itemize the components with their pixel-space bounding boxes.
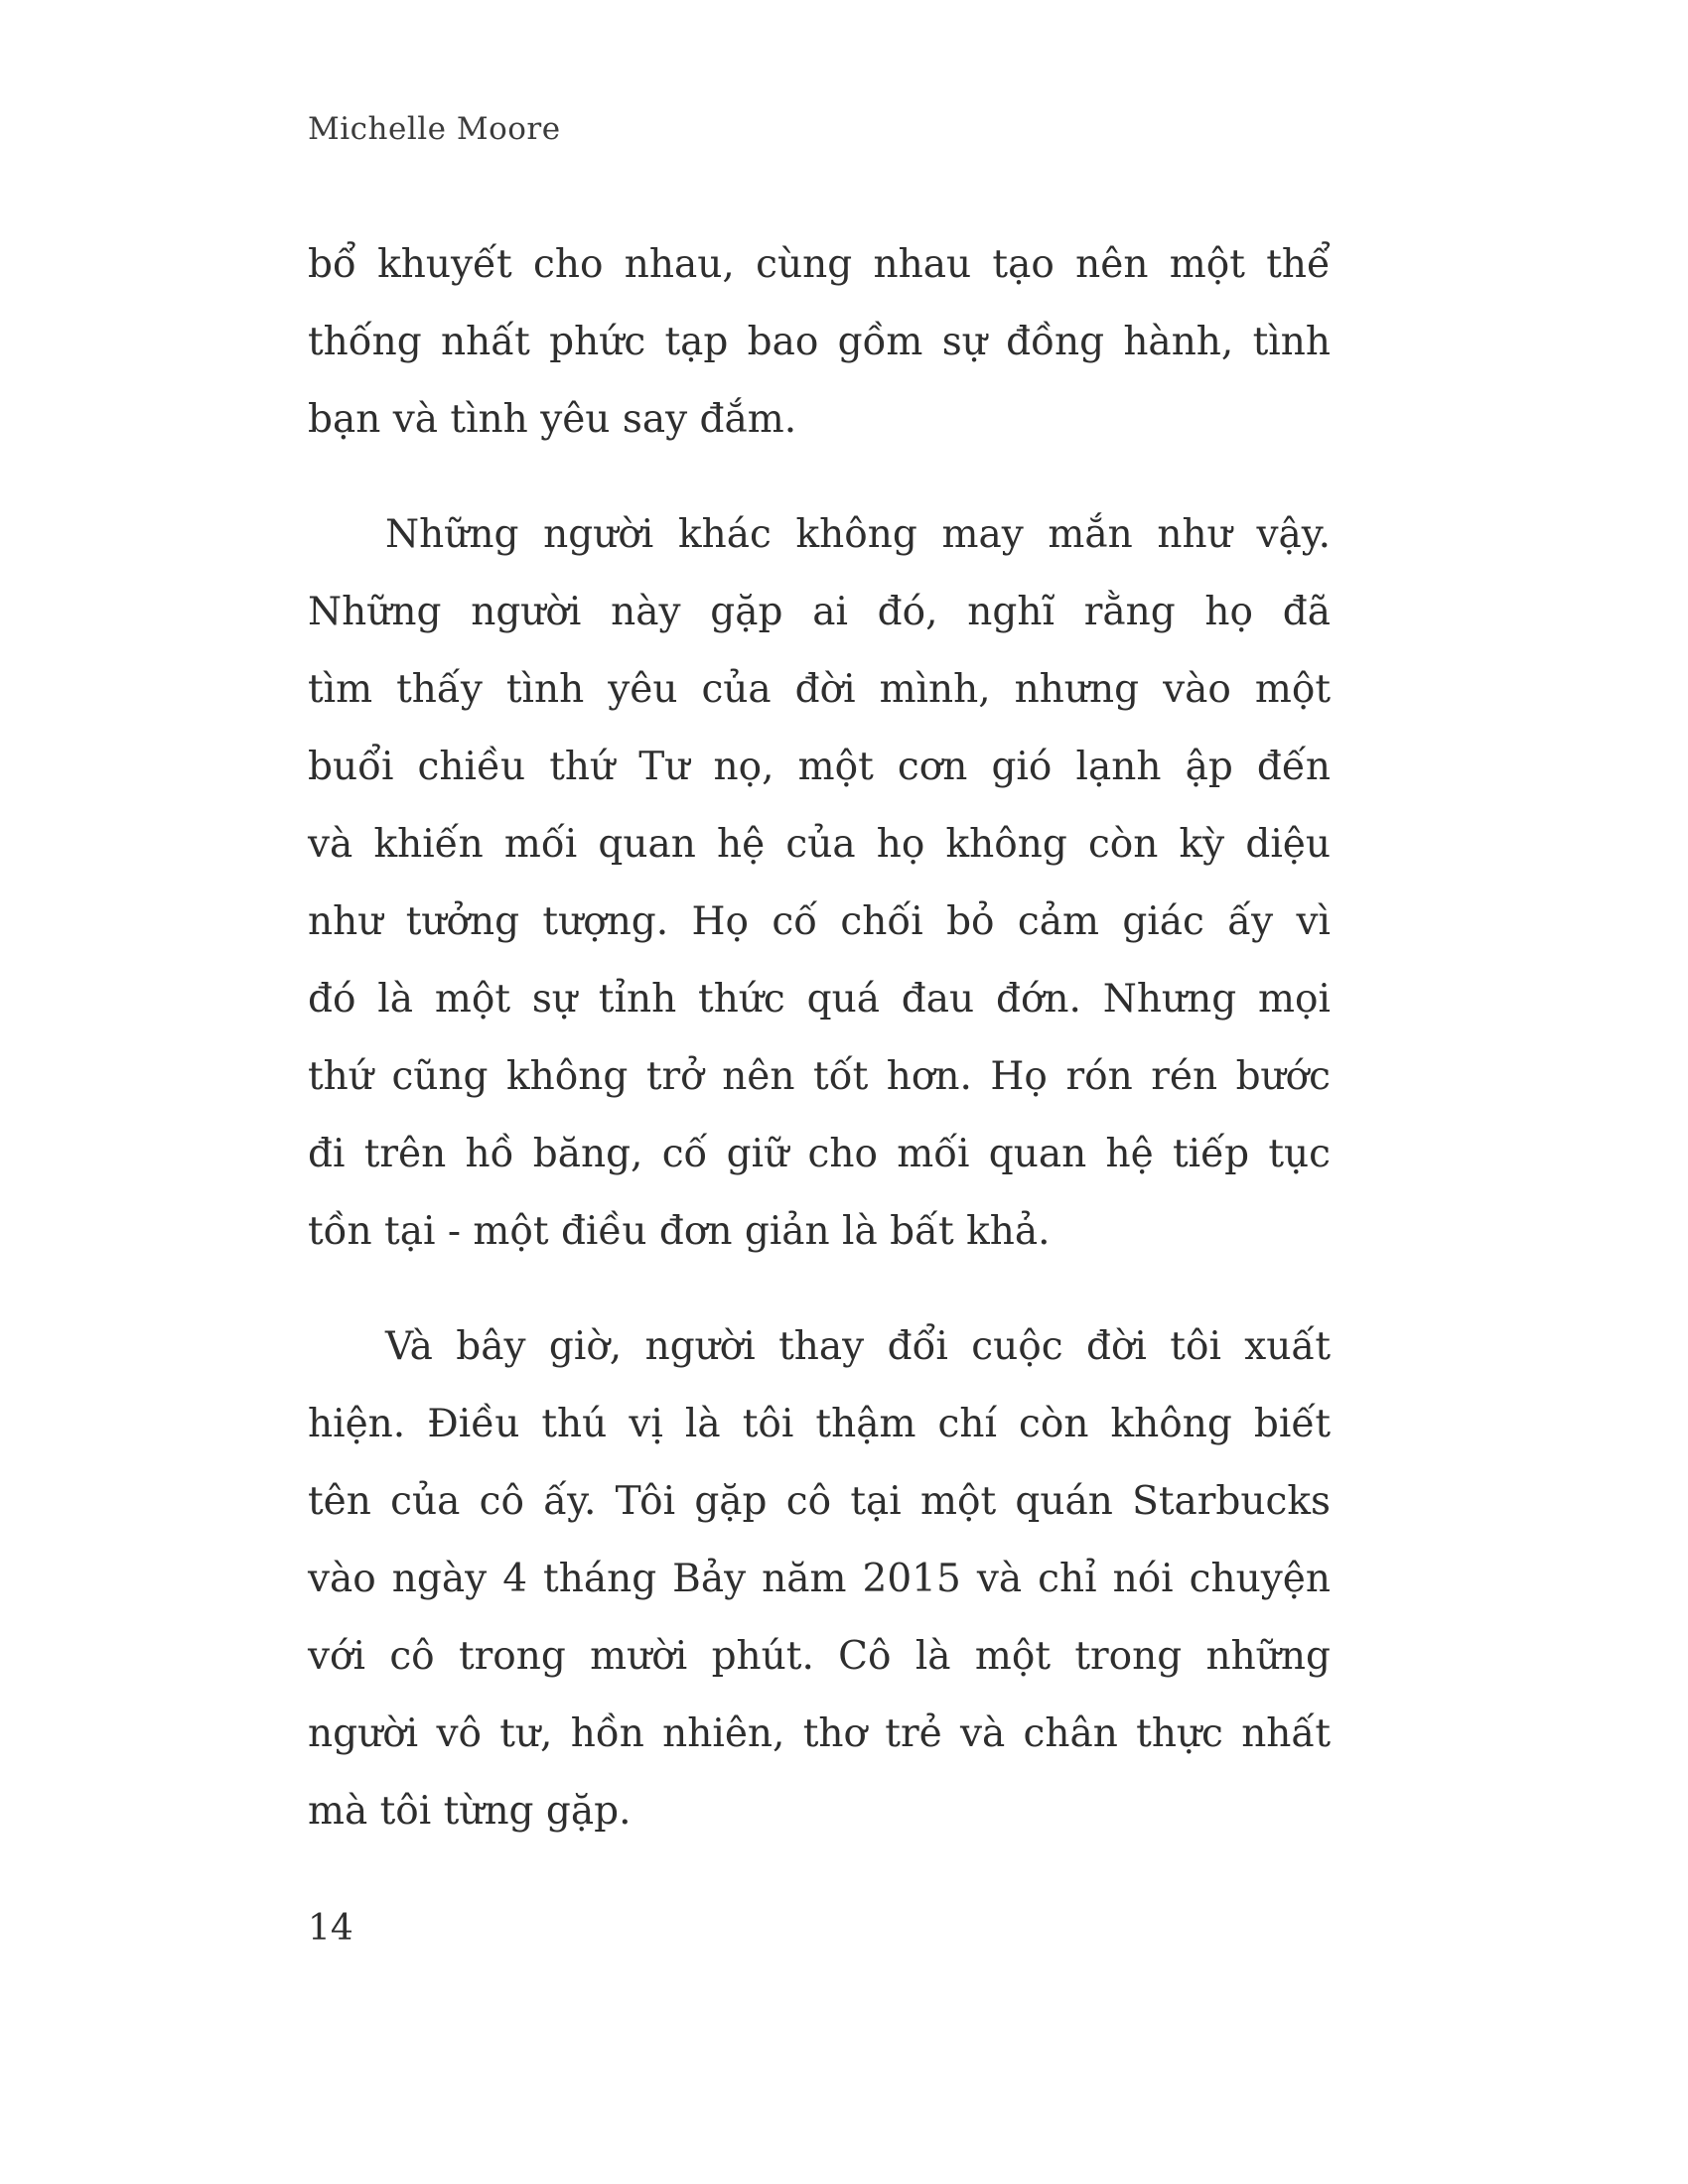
text-line: tên của cô ấy. Tôi gặp cô tại một quán Starbucks xyxy=(308,1479,1331,1524)
text-line: hiện. Điều thú vị là tôi thậm chí còn không biết xyxy=(308,1402,1331,1446)
paragraph xyxy=(308,226,1331,459)
running-header-author: Michelle Moore xyxy=(308,111,561,147)
text-line: tồn tại - một điều đơn giản là bất khả. xyxy=(308,1209,1051,1254)
text-line: người vô tư, hồn nhiên, thơ trẻ và chân thực nhất xyxy=(308,1711,1331,1756)
text-line: mà tôi từng gặp. xyxy=(308,1789,632,1834)
text-line: đi trên hồ băng, cố giữ cho mối quan hệ tiếp tục xyxy=(308,1132,1331,1176)
text-line: tìm thấy tình yêu của đời mình, nhưng vào một xyxy=(308,667,1331,712)
text-line: với cô trong mười phút. Cô là một trong những xyxy=(308,1634,1331,1679)
text-line: và khiến mối quan hệ của họ không còn kỳ diệu xyxy=(308,822,1331,867)
text-line: bổ khuyết cho nhau, cùng nhau tạo nên một thể xyxy=(308,242,1331,287)
text-line: đó là một sự tỉnh thức quá đau đớn. Nhưng mọi xyxy=(308,977,1331,1022)
text-line: buổi chiều thứ Tư nọ, một cơn gió lạnh ập đến xyxy=(308,745,1331,789)
text-line: vào ngày 4 tháng Bảy năm 2015 và chỉ nói chuyện xyxy=(308,1557,1331,1601)
text-line: Những người khác không may mắn như vậy. xyxy=(385,512,1331,557)
paragraph xyxy=(308,1308,1331,1850)
text-line: Những người này gặp ai đó, nghĩ rằng họ đã xyxy=(308,590,1331,634)
text-line: thứ cũng không trở nên tốt hơn. Họ rón rén bước xyxy=(308,1054,1331,1099)
text-line: bạn và tình yêu say đắm. xyxy=(308,397,797,442)
paragraph xyxy=(308,496,1331,1271)
body-text xyxy=(308,226,1331,1850)
text-line: như tưởng tượng. Họ cố chối bỏ cảm giác ấy vì xyxy=(308,899,1331,944)
page-number: 14 xyxy=(308,1908,353,1949)
text-line: thống nhất phức tạp bao gồm sự đồng hành, tình xyxy=(308,320,1331,364)
text-line: Và bây giờ, người thay đổi cuộc đời tôi xuất xyxy=(385,1324,1331,1369)
